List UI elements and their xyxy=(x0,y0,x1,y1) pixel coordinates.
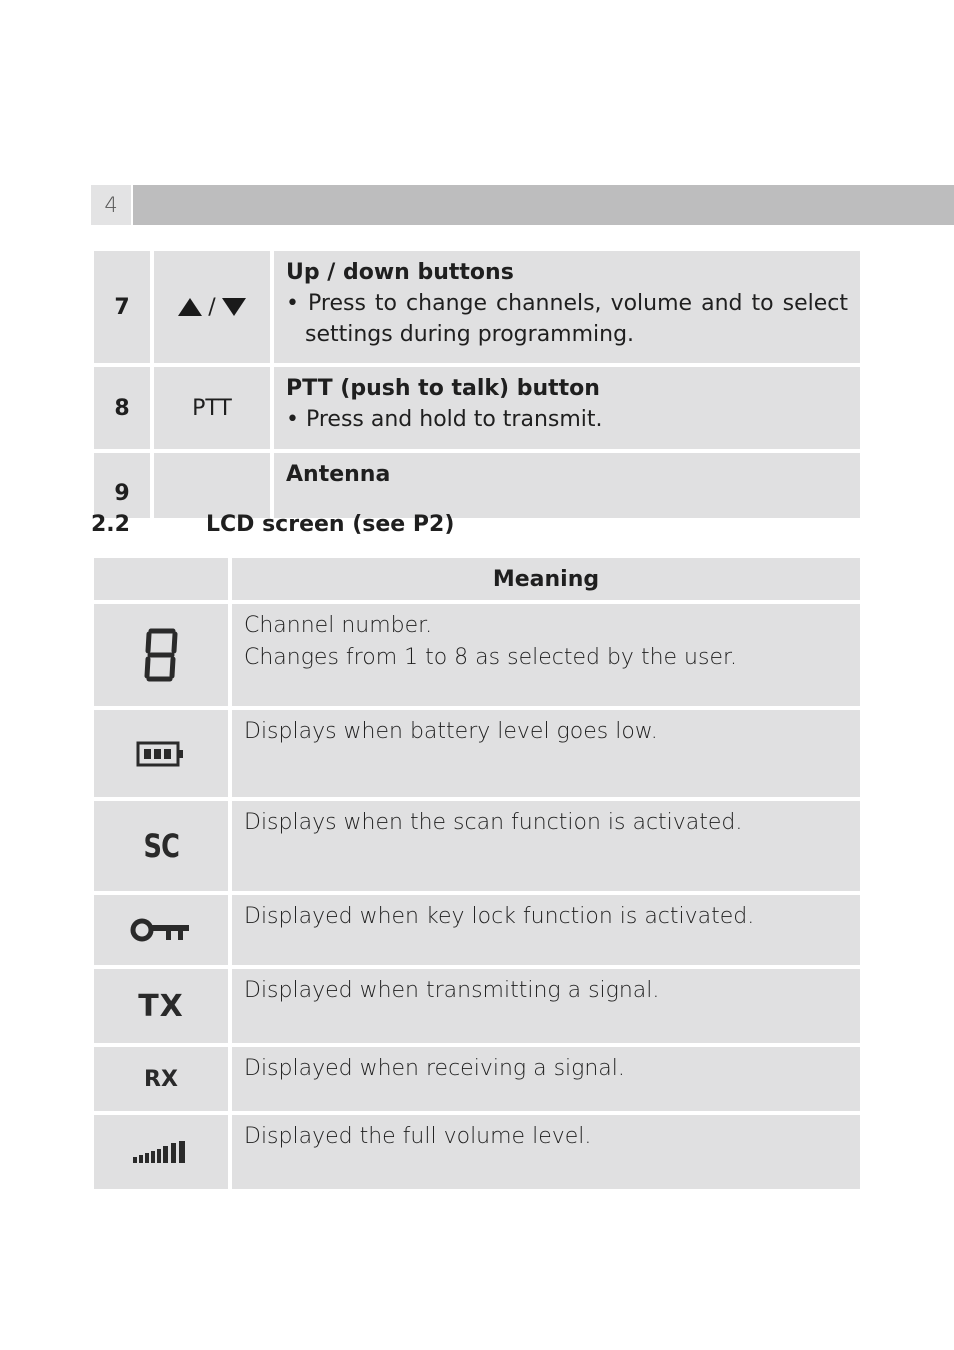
table-row xyxy=(94,251,860,363)
control-number: 9 xyxy=(94,453,150,518)
meaning-line: Channel number. xyxy=(244,613,433,638)
lcd-meaning xyxy=(232,969,860,1043)
page-header xyxy=(91,185,954,225)
lcd-meaning xyxy=(232,710,860,797)
arrow-up-icon xyxy=(178,298,202,316)
page-header-bar xyxy=(133,185,954,225)
lcd-icon-cell xyxy=(94,801,228,891)
lcd-meaning xyxy=(232,1115,860,1189)
arrow-down-icon xyxy=(222,298,246,316)
control-title: Up / down buttons xyxy=(286,260,514,285)
table-row xyxy=(94,604,860,706)
meaning-line: Displayed when transmitting a signal. xyxy=(244,978,660,1003)
controls-table xyxy=(90,247,864,522)
volume-level-icon xyxy=(131,1139,191,1165)
table-row xyxy=(94,710,860,797)
key-separator: / xyxy=(208,294,216,320)
lcd-table xyxy=(90,554,864,1193)
control-description xyxy=(274,367,860,449)
control-key xyxy=(154,453,270,518)
control-bullet: • Press and hold to transmit. xyxy=(286,407,603,432)
control-key: PTT xyxy=(154,367,270,449)
control-description xyxy=(274,453,860,518)
meaning-line: Displays when battery level goes low. xyxy=(244,719,658,744)
lcd-icon-cell xyxy=(94,710,228,797)
meaning-line: Displayed the full volume level. xyxy=(244,1124,592,1149)
table-row xyxy=(94,969,860,1043)
meaning-column-header: Meaning xyxy=(232,558,860,600)
control-bullet: • Press to change channels, volume and to select settings during programming. xyxy=(286,291,848,347)
control-number: 8 xyxy=(94,367,150,449)
meaning-line: Changes from 1 to 8 as selected by the user. xyxy=(244,645,738,670)
lcd-meaning xyxy=(232,604,860,706)
table-row xyxy=(94,367,860,449)
control-title: Antenna xyxy=(286,462,391,487)
control-title: PTT (push to talk) button xyxy=(286,376,600,401)
rx-icon: RX xyxy=(144,1066,178,1092)
table-row xyxy=(94,801,860,891)
control-number: 7 xyxy=(94,251,150,363)
table-row xyxy=(94,895,860,965)
lcd-icon-cell xyxy=(94,895,228,965)
meaning-line: Displayed when key lock function is activated. xyxy=(244,904,755,929)
section-title: LCD screen (see P2) xyxy=(206,512,455,537)
meaning-line: Displays when the scan function is activated. xyxy=(244,810,743,835)
page-number: 4 xyxy=(91,185,131,225)
lcd-icon-cell xyxy=(94,604,228,706)
seven-segment-8-icon xyxy=(141,627,181,683)
lcd-meaning xyxy=(232,895,860,965)
lcd-icon-cell xyxy=(94,1115,228,1189)
lcd-icon-cell xyxy=(94,969,228,1043)
table-row xyxy=(94,1047,860,1111)
table-header-row xyxy=(94,558,860,600)
control-description xyxy=(274,251,860,363)
scan-sc-icon: SC xyxy=(143,827,179,865)
battery-icon xyxy=(136,740,186,768)
lcd-meaning xyxy=(232,801,860,891)
meaning-line: Displayed when receiving a signal. xyxy=(244,1056,625,1081)
lcd-meaning xyxy=(232,1047,860,1111)
tx-icon: TX xyxy=(138,988,184,1024)
table-row xyxy=(94,1115,860,1189)
icon-column-header xyxy=(94,558,228,600)
lcd-icon-cell xyxy=(94,1047,228,1111)
section-number: 2.2 xyxy=(91,512,130,537)
key-lock-icon xyxy=(130,916,192,944)
control-key xyxy=(154,251,270,363)
table-row xyxy=(94,453,860,518)
